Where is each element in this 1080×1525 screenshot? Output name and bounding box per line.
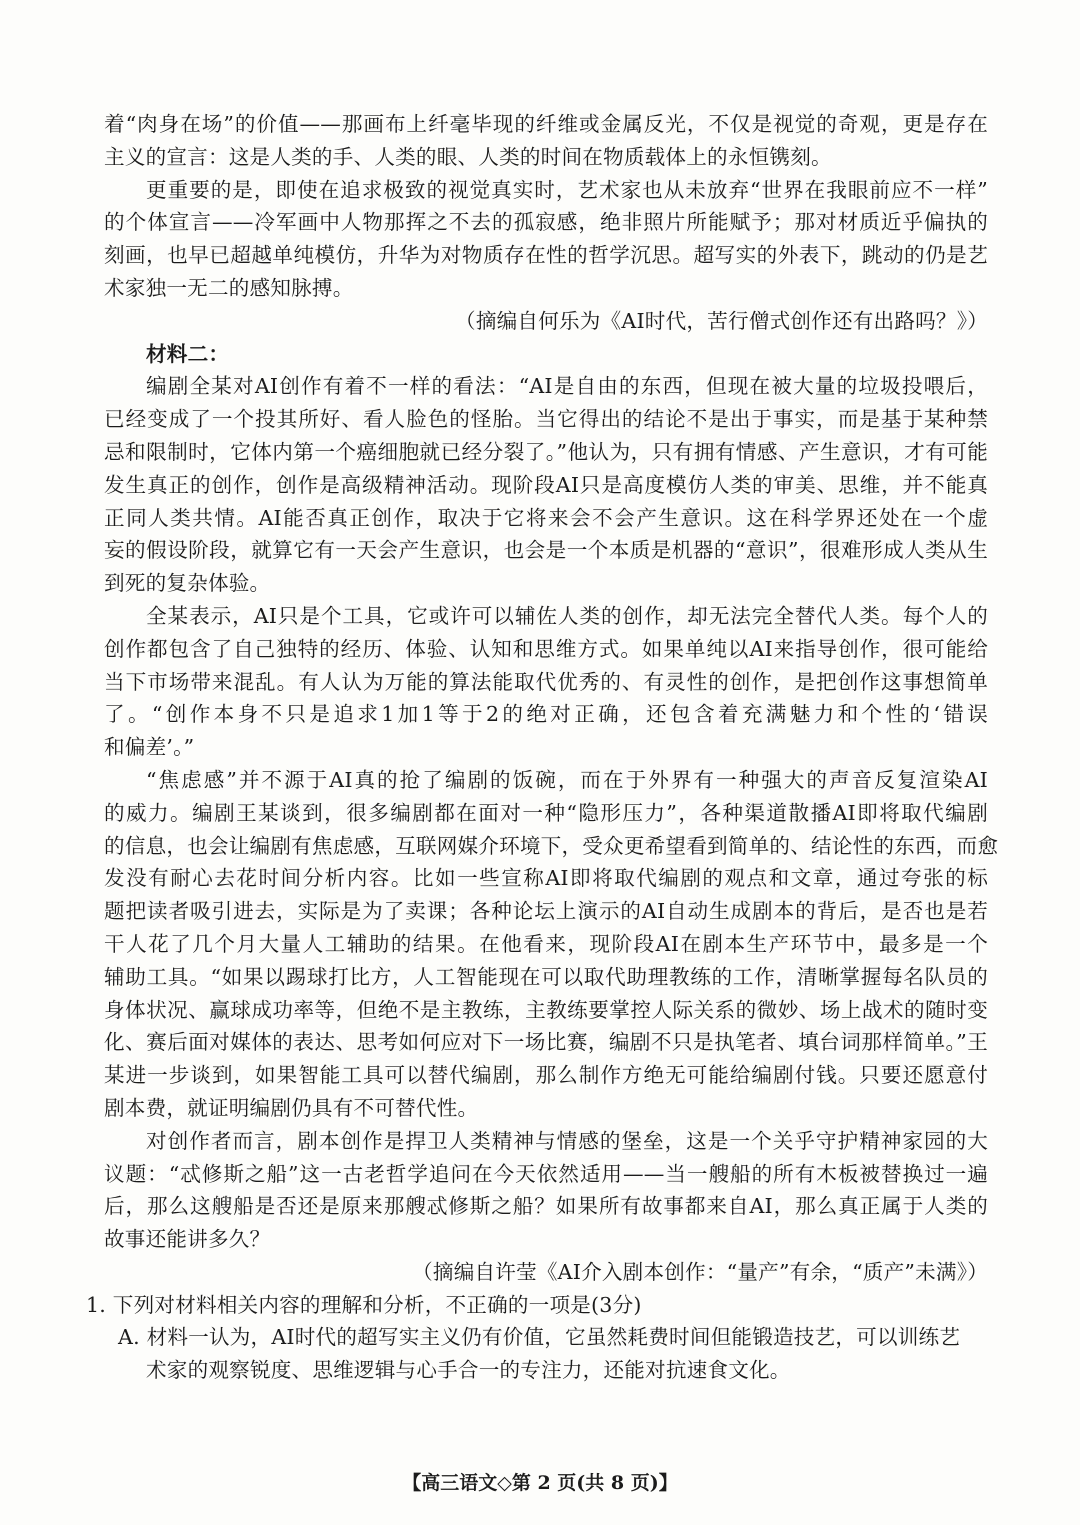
- text-line: 已经变成了一个投其所好、看人脸色的怪胎。当它得出的结论不是出于事实，而是基于某种禁: [104, 407, 988, 432]
- text-line: 后，那么这艘船是否还是原来那艘忒修斯之船？如果所有故事都来自AI，那么真正属于人类的: [104, 1194, 988, 1219]
- text-line: 了。“创作本身不只是追求1加1等于2的绝对正确，还包含着充满魅力和个性的‘错误: [104, 702, 988, 727]
- text-line: 术家独一无二的感知脉搏。: [104, 275, 354, 300]
- text-line: 发生真正的创作，创作是高级精神活动。现阶段AI只是高度模仿人类的审美、思维，并不能真: [104, 472, 988, 497]
- option-a-continued: 术家的观察锐度、思维逻辑与心手合一的专注力，还能对抗速食文化。: [146, 1358, 791, 1383]
- text-line: 议题：“忒修斯之船”这一古老哲学追问在今天依然适用——当一艘船的所有木板被替换过一遍: [104, 1161, 988, 1186]
- text-line: 化、赛后面对媒体的表达、思考如何应对下一场比赛，编剧不只是执笔者、填台词那样简单。”王: [104, 1030, 988, 1055]
- text-line: 干人花了几个月大量人工辅助的结果。在他看来，现阶段AI在剧本生产环节中，最多是一个: [104, 931, 988, 956]
- text-line: 题把读者吸引进去，实际是为了卖课；各种论坛上演示的AI自动生成剧本的背后，是否也是若: [104, 899, 988, 924]
- text-line: 辅助工具。“如果以踢球打比方，人工智能现在可以取代助理教练的工作，清晰掌握每名队员的: [104, 964, 988, 989]
- text-line: 妄的假设阶段，就算它有一天会产生意识，也会是一个本质是机器的“意识”，很难形成人类从生: [104, 538, 988, 563]
- question-stem: 1. 下列对材料相关内容的理解和分析，不正确的一项是(3分): [86, 1292, 642, 1317]
- text-line: 当下市场带来混乱。有人认为万能的算法能取代优秀的、有灵性的创作，是把创作这事想简单: [104, 669, 988, 694]
- text-line: 对创作者而言，剧本创作是捍卫人类精神与情感的堡垒，这是一个关乎守护精神家园的大: [146, 1128, 988, 1153]
- text-line: 刻画，也早已超越单纯模仿，升华为对物质存在性的哲学沉思。超写实的外表下，跳动的仍是艺: [104, 243, 988, 268]
- text-line: 发没有耐心去花时间分析内容。比如一些宣称AI即将取代编剧的观点和文章，通过夸张的标: [104, 866, 988, 891]
- text-line: 故事还能讲多久？: [104, 1227, 271, 1252]
- text-line: 身体状况、赢球成功率等，但绝不是主教练，主教练要掌控人际关系的微妙、场上战术的随时变: [104, 997, 988, 1022]
- text-line: 主义的宣言：这是人类的手、人类的眼、人类的时间在物质载体上的永恒镌刻。: [104, 144, 832, 169]
- text-line: 的个体宣言——冷军画中人物那挥之不去的孤寂感，绝非照片所能赋予；那对材质近乎偏执的: [104, 210, 988, 235]
- text-line: 忌和限制时，它体内第一个癌细胞就已经分裂了。”他认为，只有拥有情感、产生意识，才有可能: [104, 439, 988, 464]
- source-citation: （摘编自何乐为《AI时代，苦行僧式创作还有出路吗？》）: [455, 308, 988, 333]
- section-heading: 材料二：: [146, 341, 230, 366]
- text-line: 编剧全某对AI创作有着不一样的看法：“AI是自由的东西，但现在被大量的垃圾投喂后，: [146, 374, 988, 399]
- page-footer: 【高三语文◇第 2 页(共 8 页)】: [402, 1472, 678, 1494]
- text-line: 创作都包含了自己独特的经历、体验、认知和思维方式。如果单纯以AI来指导创作，很可能给: [104, 636, 988, 661]
- text-line: “焦虑感”并不源于AI真的抢了编剧的饭碗，而在于外界有一种强大的声音反复渲染AI: [146, 767, 988, 792]
- source-citation: （摘编自许莹《AI介入剧本创作：“量产”有余，“质产”未满》）: [412, 1259, 988, 1284]
- text-line: 更重要的是，即使在追求极致的视觉真实时，艺术家也从未放弃“世界在我眼前应不一样”: [146, 177, 988, 202]
- document-body: [86, 108, 999, 1387]
- text-line: 到死的复杂体验。: [104, 571, 271, 596]
- text-line: 的威力。编剧王某谈到，很多编剧都在面对一种“隐形压力”，各种渠道散播AI即将取代编剧: [104, 800, 988, 825]
- text-line: 某进一步谈到，如果智能工具可以替代编剧，那么制作方绝无可能给编剧付钱。只要还愿意付: [104, 1063, 988, 1088]
- option-a: A. 材料一认为，AI时代的超写实主义仍有价值，它虽然耗费时间但能锻造技艺，可以训练艺: [118, 1325, 961, 1350]
- text-line: 和偏差’。”: [104, 735, 195, 760]
- text-line: 剧本费，就证明编剧仍具有不可替代性。: [104, 1095, 479, 1120]
- text-line: 正同人类共情。AI能否真正创作，取决于它将来会不会产生意识。这在科学界还处在一个虚: [104, 505, 988, 530]
- text-line: 的信息，也会让编剧有焦虑感，互联网媒介环境下，受众更希望看到简单的、结论性的东西，而愈: [104, 833, 999, 858]
- text-line: 全某表示，AI只是个工具，它或许可以辅佐人类的创作，却无法完全替代人类。每个人的: [146, 603, 988, 628]
- text-line: 着“肉身在场”的价值——那画布上纤毫毕现的纤维或金属反光，不仅是视觉的奇观，更是存在: [104, 112, 988, 136]
